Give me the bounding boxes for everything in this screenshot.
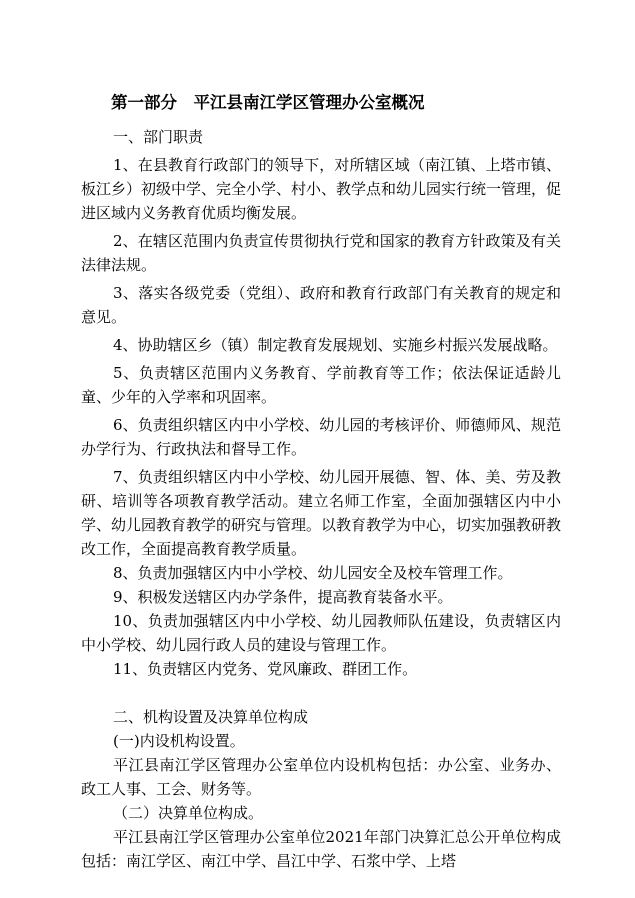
page-title: 第一部分 平江县南江学区管理办公室概况 [111, 93, 425, 112]
paragraph: 9、积极发送辖区内办学条件，提高教育装备水平。 [113, 588, 453, 606]
subsection-heading: （二）决算单位构成。 [113, 804, 264, 822]
section-heading: 一、部门职责 [113, 128, 204, 146]
document-body [81, 125, 561, 873]
section-heading: 二、机构设置及决算单位构成 [113, 708, 309, 726]
paragraph: 平江县南江学区管理办公室单位内设机构包括：办公室、业务办、政工人事、工会、财务等。 [81, 756, 561, 798]
paragraph: 1、在县教育行政部门的领导下，对所辖区域（南江镇、上塔市镇、板江乡）初级中学、完全小学、村小、教学点和幼儿园实行统一管理，促进区域内义务教育优质均衡发展。 [81, 156, 562, 222]
paragraph: 3、落实各级党委（党组）、政府和教育行政部门有关教育的规定和意见。 [81, 284, 561, 326]
paragraph: 2、在辖区范围内负责宣传贯彻执行党和国家的教育方针政策及有关法律法规。 [81, 232, 561, 274]
paragraph: 平江县南江学区管理办公室单位2021年部门决算汇总公开单位构成包括：南江学区、南江中学、昌江中学、石浆中学、上塔 [81, 828, 561, 870]
paragraph: 7、负责组织辖区内中小学校、幼儿园开展德、智、体、美、劳及教研、培训等各项教育教学活动。建立名师工作室，全面加强辖区内中小学、幼儿园教育教学的研究与管理。以教育教学为中心，切实加强教研教改工作，全面提高教育教学质量。 [81, 468, 562, 558]
paragraph: 10、负责加强辖区内中小学校、幼儿园教师队伍建设，负责辖区内中小学校、幼儿园行政人员的建设与管理工作。 [81, 612, 561, 654]
subsection-heading: (一)内设机构设置。 [113, 732, 245, 750]
paragraph: 5、负责辖区范围内义务教育、学前教育等工作；依法保证适龄儿童、少年的入学率和巩固率。 [81, 364, 561, 406]
paragraph: 4、协助辖区乡（镇）制定教育发展规划、实施乡村振兴发展战略。 [113, 336, 558, 354]
paragraph: 8、负责加强辖区内中小学校、幼儿园安全及校车管理工作。 [113, 564, 513, 582]
paragraph: 6、负责组织辖区内中小学校、幼儿园的考核评价、师德师风、规范办学行为、行政执法和督导工作。 [81, 416, 561, 458]
paragraph: 11、负责辖区内党务、党风廉政、群团工作。 [113, 660, 418, 678]
